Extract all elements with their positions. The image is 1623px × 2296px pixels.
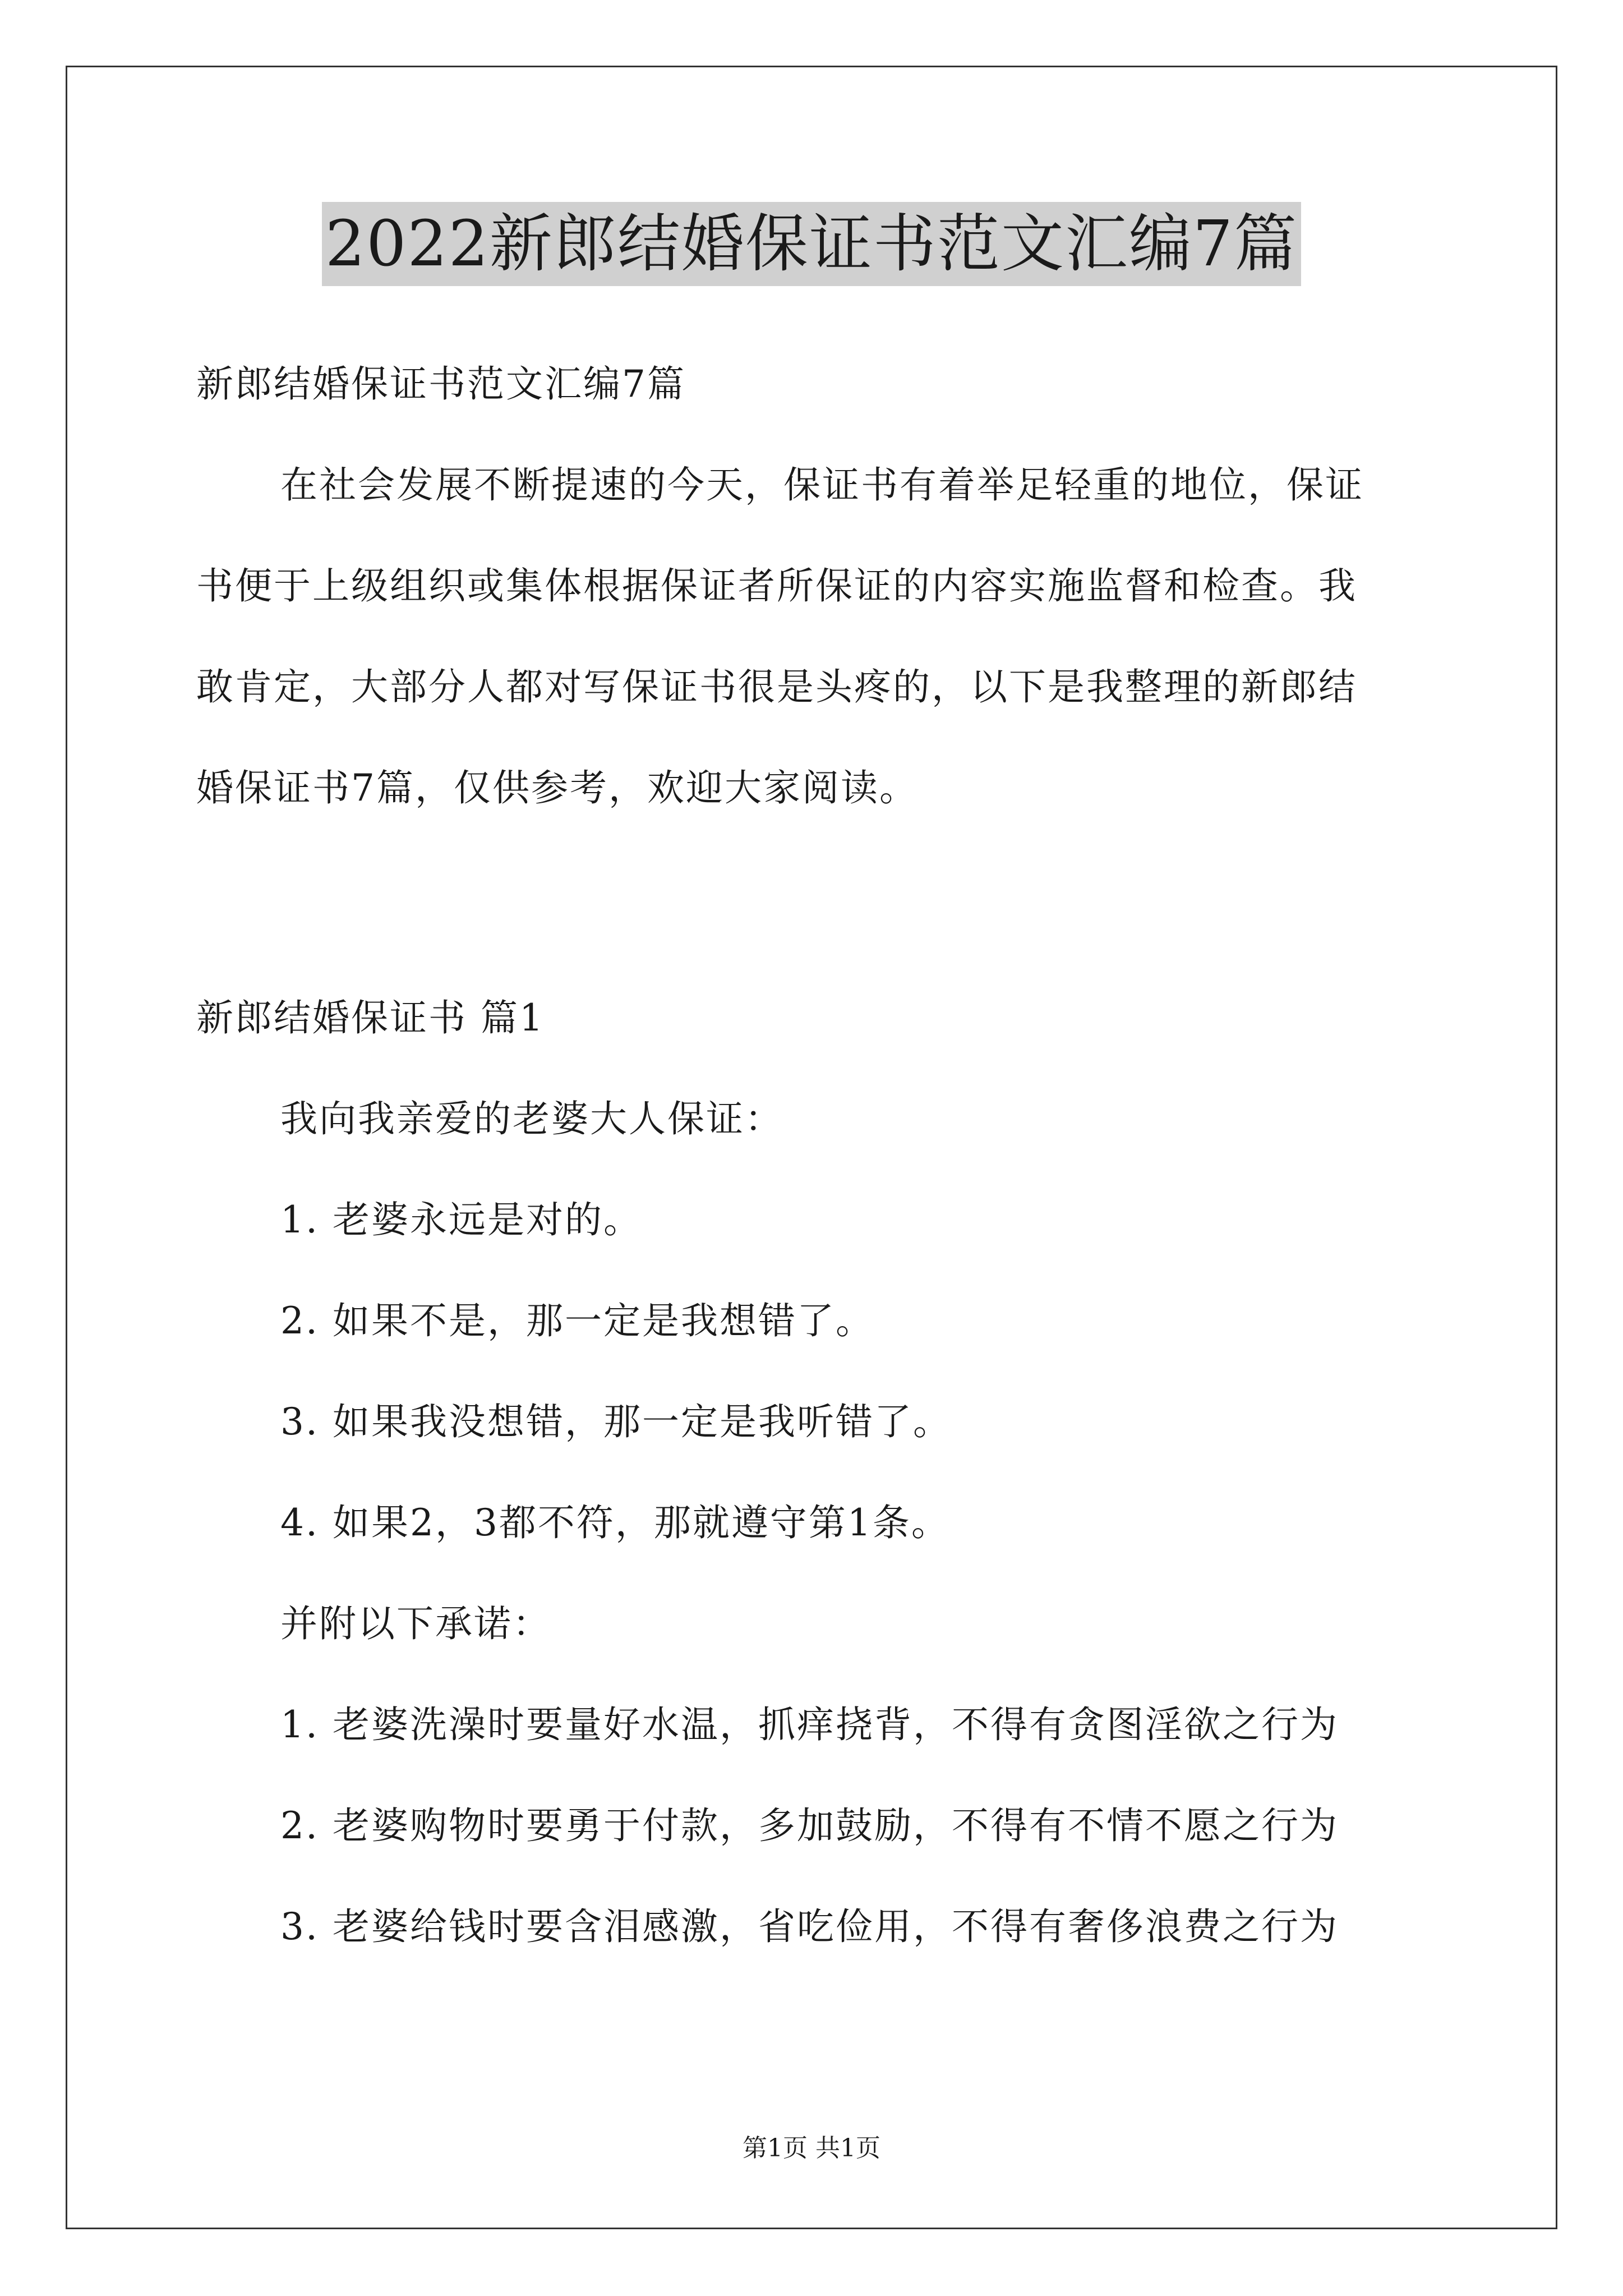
attach-heading: 并附以下承诺： xyxy=(280,1602,551,1645)
intro-line-1: 在社会发展不断提速的今天，保证书有着举足轻重的地位，保证 xyxy=(280,463,1364,507)
page-footer: 第1页 共1页 xyxy=(743,2134,880,2162)
promise-item-1: 1. 老婆洗澡时要量好水温，抓痒挠背，不得有贪图淫欲之行为 xyxy=(280,1703,1339,1746)
rule-item-1: 1. 老婆永远是对的。 xyxy=(280,1198,642,1241)
document-subtitle: 新郎结婚保证书范文汇编7篇 xyxy=(196,362,686,406)
promise-item-2: 2. 老婆购物时要勇于付款，多加鼓励，不得有不情不愿之行为 xyxy=(280,1804,1339,1847)
intro-line-4: 婚保证书7篇，仅供参考，欢迎大家阅读。 xyxy=(196,766,918,809)
promise-item-3: 3. 老婆给钱时要含泪感激，省吃俭用，不得有奢侈浪费之行为 xyxy=(280,1905,1339,1948)
section-greeting: 我向我亲爱的老婆大人保证： xyxy=(280,1097,783,1140)
rule-item-3: 3. 如果我没想错，那一定是我听错了。 xyxy=(280,1400,952,1443)
intro-line-3: 敢肯定，大部分人都对写保证书很是头疼的，以下是我整理的新郎结 xyxy=(196,665,1357,708)
section-heading: 新郎结婚保证书 篇1 xyxy=(196,996,545,1039)
rule-item-2: 2. 如果不是，那一定是我想错了。 xyxy=(280,1299,874,1342)
intro-line-2: 书便于上级组织或集体根据保证者所保证的内容实施监督和检查。我 xyxy=(196,564,1357,608)
title-container xyxy=(0,202,1623,286)
document-title: 2022新郎结婚保证书范文汇编7篇 xyxy=(322,202,1301,286)
rule-item-4: 4. 如果2，3都不符，那就遵守第1条。 xyxy=(280,1501,950,1544)
